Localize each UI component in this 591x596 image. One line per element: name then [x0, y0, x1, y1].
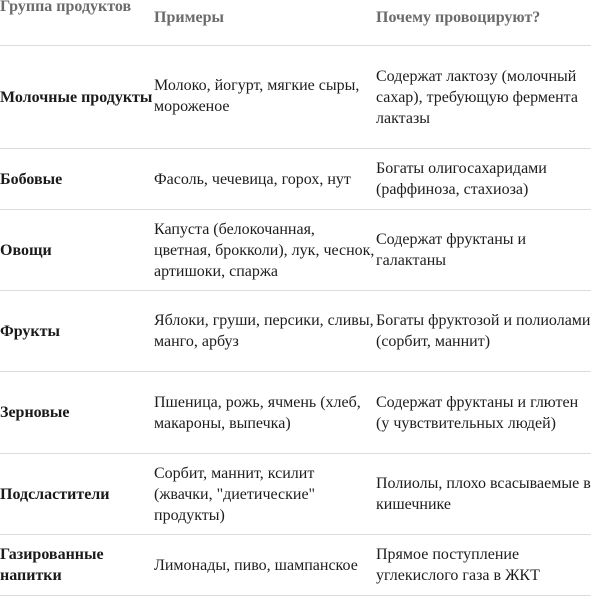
header-group: Группа продуктов: [0, 0, 154, 46]
row-group: Овощи: [0, 210, 154, 291]
table-header-row: [0, 0, 591, 46]
row-examples: Фасоль, чечевица, горох, нут: [154, 149, 376, 210]
row-group: Молочные продукты: [0, 46, 154, 149]
table-row: [0, 372, 591, 454]
row-examples: Молоко, йогурт, мягкие сыры, мороженое: [154, 46, 376, 149]
row-group: Фрукты: [0, 291, 154, 372]
row-reason: Богаты олигосахаридами (раффиноза, стахиоза): [376, 149, 591, 210]
table-row: [0, 454, 591, 535]
row-group: Бобовые: [0, 149, 154, 210]
row-group: Подсластители: [0, 454, 154, 535]
row-reason: Прямое поступление углекислого газа в ЖКТ: [376, 535, 591, 596]
table-row: [0, 149, 591, 210]
header-examples: Примеры: [154, 0, 376, 46]
table-row: [0, 210, 591, 291]
row-examples: Сорбит, маннит, ксилит (жвачки, "диетические" продукты): [154, 454, 376, 535]
table-row: [0, 46, 591, 149]
row-group: Газированные напитки: [0, 535, 154, 596]
row-examples: Пшеница, рожь, ячмень (хлеб, макароны, выпечка): [154, 372, 376, 454]
row-examples: Капуста (белокочанная, цветная, брокколи), лук, чеснок, артишоки, спаржа: [154, 210, 376, 291]
table-row: [0, 535, 591, 596]
row-reason: Содержат фруктаны и галактаны: [376, 210, 591, 291]
row-group: Зерновые: [0, 372, 154, 454]
row-reason: Содержат фруктаны и глютен (у чувствительных людей): [376, 372, 591, 454]
row-reason: Содержат лактозу (молочный сахар), требующую фермента лактазы: [376, 46, 591, 149]
row-examples: Яблоки, груши, персики, сливы, манго, арбуз: [154, 291, 376, 372]
header-reason: Почему провоцируют?: [376, 0, 591, 46]
row-reason: Богаты фруктозой и полиолами (сорбит, маннит): [376, 291, 591, 372]
table-row: [0, 291, 591, 372]
row-reason: Полиолы, плохо всасываемые в кишечнике: [376, 454, 591, 535]
row-examples: Лимонады, пиво, шампанское: [154, 535, 376, 596]
